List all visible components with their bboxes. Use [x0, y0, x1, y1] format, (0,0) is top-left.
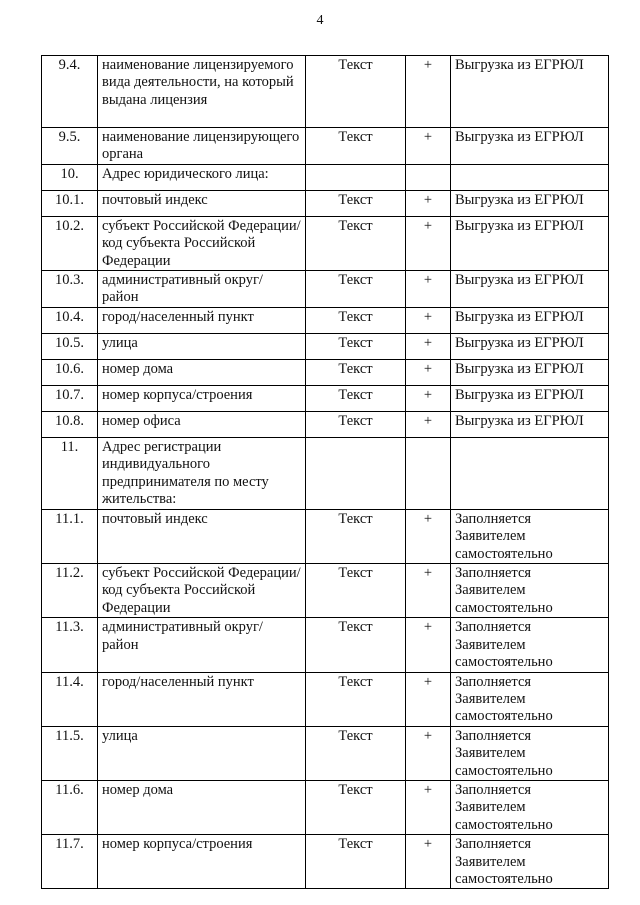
field-type: Текст: [306, 780, 406, 834]
data-source: Заполняется Заявителем самостоятельно: [451, 564, 609, 618]
field-name: номер дома: [98, 780, 306, 834]
row-number: 10.5.: [42, 333, 98, 359]
required-mark: +: [406, 271, 451, 308]
field-name: город/населенный пункт: [98, 672, 306, 726]
field-type: Текст: [306, 333, 406, 359]
data-source: [451, 437, 609, 509]
field-name: улица: [98, 333, 306, 359]
data-source: Выгрузка из ЕГРЮЛ: [451, 307, 609, 333]
table-row: [42, 437, 609, 509]
field-name: город/населенный пункт: [98, 307, 306, 333]
row-number: 10.: [42, 164, 98, 190]
row-number: 11.: [42, 437, 98, 509]
row-number: 10.6.: [42, 359, 98, 385]
field-type: Текст: [306, 672, 406, 726]
field-type: Текст: [306, 216, 406, 270]
field-name: наименование лицензируемого вида деятельности, на который выдана лицензия: [98, 56, 306, 128]
fields-table: [41, 55, 609, 889]
field-type: Текст: [306, 307, 406, 333]
table-row: [42, 618, 609, 672]
data-source: Заполняется Заявителем самостоятельно: [451, 509, 609, 563]
field-name: номер дома: [98, 359, 306, 385]
field-name: Адрес юридического лица:: [98, 164, 306, 190]
data-source: Заполняется Заявителем самостоятельно: [451, 618, 609, 672]
table-row: [42, 164, 609, 190]
page-number: 4: [316, 13, 324, 28]
required-mark: +: [406, 56, 451, 128]
required-mark: +: [406, 835, 451, 889]
data-source: Выгрузка из ЕГРЮЛ: [451, 359, 609, 385]
row-number: 11.7.: [42, 835, 98, 889]
required-mark: +: [406, 216, 451, 270]
row-number: 10.7.: [42, 385, 98, 411]
field-name: наименование лицензирующего органа: [98, 128, 306, 165]
field-name: номер корпуса/строения: [98, 835, 306, 889]
field-type: Текст: [306, 726, 406, 780]
field-type: Текст: [306, 385, 406, 411]
table-row: [42, 56, 609, 128]
field-name: почтовый индекс: [98, 509, 306, 563]
row-number: 10.3.: [42, 271, 98, 308]
required-mark: +: [406, 564, 451, 618]
row-number: 11.1.: [42, 509, 98, 563]
required-mark: [406, 437, 451, 509]
field-type: Текст: [306, 835, 406, 889]
field-name: субъект Российской Федерации/код субъекта Российской Федерации: [98, 216, 306, 270]
field-type: Текст: [306, 618, 406, 672]
data-source: Выгрузка из ЕГРЮЛ: [451, 56, 609, 128]
required-mark: +: [406, 307, 451, 333]
field-name: улица: [98, 726, 306, 780]
field-name: административный округ/ район: [98, 618, 306, 672]
field-type: Текст: [306, 190, 406, 216]
data-source: Заполняется Заявителем самостоятельно: [451, 780, 609, 834]
field-type: [306, 437, 406, 509]
row-number: 10.4.: [42, 307, 98, 333]
row-number: 11.3.: [42, 618, 98, 672]
data-source: Заполняется Заявителем самостоятельно: [451, 835, 609, 889]
table-row: [42, 385, 609, 411]
row-number: 9.4.: [42, 56, 98, 128]
required-mark: +: [406, 672, 451, 726]
table-row: [42, 216, 609, 270]
table-row: [42, 307, 609, 333]
row-number: 11.5.: [42, 726, 98, 780]
row-number: 11.2.: [42, 564, 98, 618]
table-row: [42, 564, 609, 618]
data-source: Выгрузка из ЕГРЮЛ: [451, 271, 609, 308]
field-type: Текст: [306, 271, 406, 308]
required-mark: +: [406, 190, 451, 216]
table-row: [42, 726, 609, 780]
row-number: 9.5.: [42, 128, 98, 165]
required-mark: +: [406, 618, 451, 672]
required-mark: +: [406, 411, 451, 437]
required-mark: +: [406, 726, 451, 780]
table-row: [42, 333, 609, 359]
table-row: [42, 190, 609, 216]
table-row: [42, 780, 609, 834]
field-type: Текст: [306, 128, 406, 165]
data-source: Выгрузка из ЕГРЮЛ: [451, 411, 609, 437]
required-mark: [406, 164, 451, 190]
data-source: Выгрузка из ЕГРЮЛ: [451, 190, 609, 216]
required-mark: +: [406, 359, 451, 385]
required-mark: +: [406, 333, 451, 359]
field-name: Адрес регистрации индивидуального предпринимателя по месту жительства:: [98, 437, 306, 509]
row-number: 10.8.: [42, 411, 98, 437]
required-mark: +: [406, 385, 451, 411]
field-name: административный округ/ район: [98, 271, 306, 308]
table-row: [42, 359, 609, 385]
field-type: [306, 164, 406, 190]
data-source: Выгрузка из ЕГРЮЛ: [451, 333, 609, 359]
field-type: Текст: [306, 359, 406, 385]
table-row: [42, 411, 609, 437]
table-row: [42, 509, 609, 563]
field-type: Текст: [306, 564, 406, 618]
required-mark: +: [406, 128, 451, 165]
field-type: Текст: [306, 411, 406, 437]
data-source: Заполняется Заявителем самостоятельно: [451, 726, 609, 780]
field-name: почтовый индекс: [98, 190, 306, 216]
row-number: 11.4.: [42, 672, 98, 726]
row-number: 10.1.: [42, 190, 98, 216]
field-name: субъект Российской Федерации/код субъекта Российской Федерации: [98, 564, 306, 618]
table-row: [42, 672, 609, 726]
field-type: Текст: [306, 56, 406, 128]
data-source: Заполняется Заявителем самостоятельно: [451, 672, 609, 726]
required-mark: +: [406, 509, 451, 563]
table-row: [42, 128, 609, 165]
table-row: [42, 271, 609, 308]
field-type: Текст: [306, 509, 406, 563]
field-name: номер офиса: [98, 411, 306, 437]
data-source: Выгрузка из ЕГРЮЛ: [451, 385, 609, 411]
field-name: номер корпуса/строения: [98, 385, 306, 411]
data-source: Выгрузка из ЕГРЮЛ: [451, 216, 609, 270]
data-source: Выгрузка из ЕГРЮЛ: [451, 128, 609, 165]
row-number: 10.2.: [42, 216, 98, 270]
row-number: 11.6.: [42, 780, 98, 834]
data-source: [451, 164, 609, 190]
table-row: [42, 835, 609, 889]
required-mark: +: [406, 780, 451, 834]
